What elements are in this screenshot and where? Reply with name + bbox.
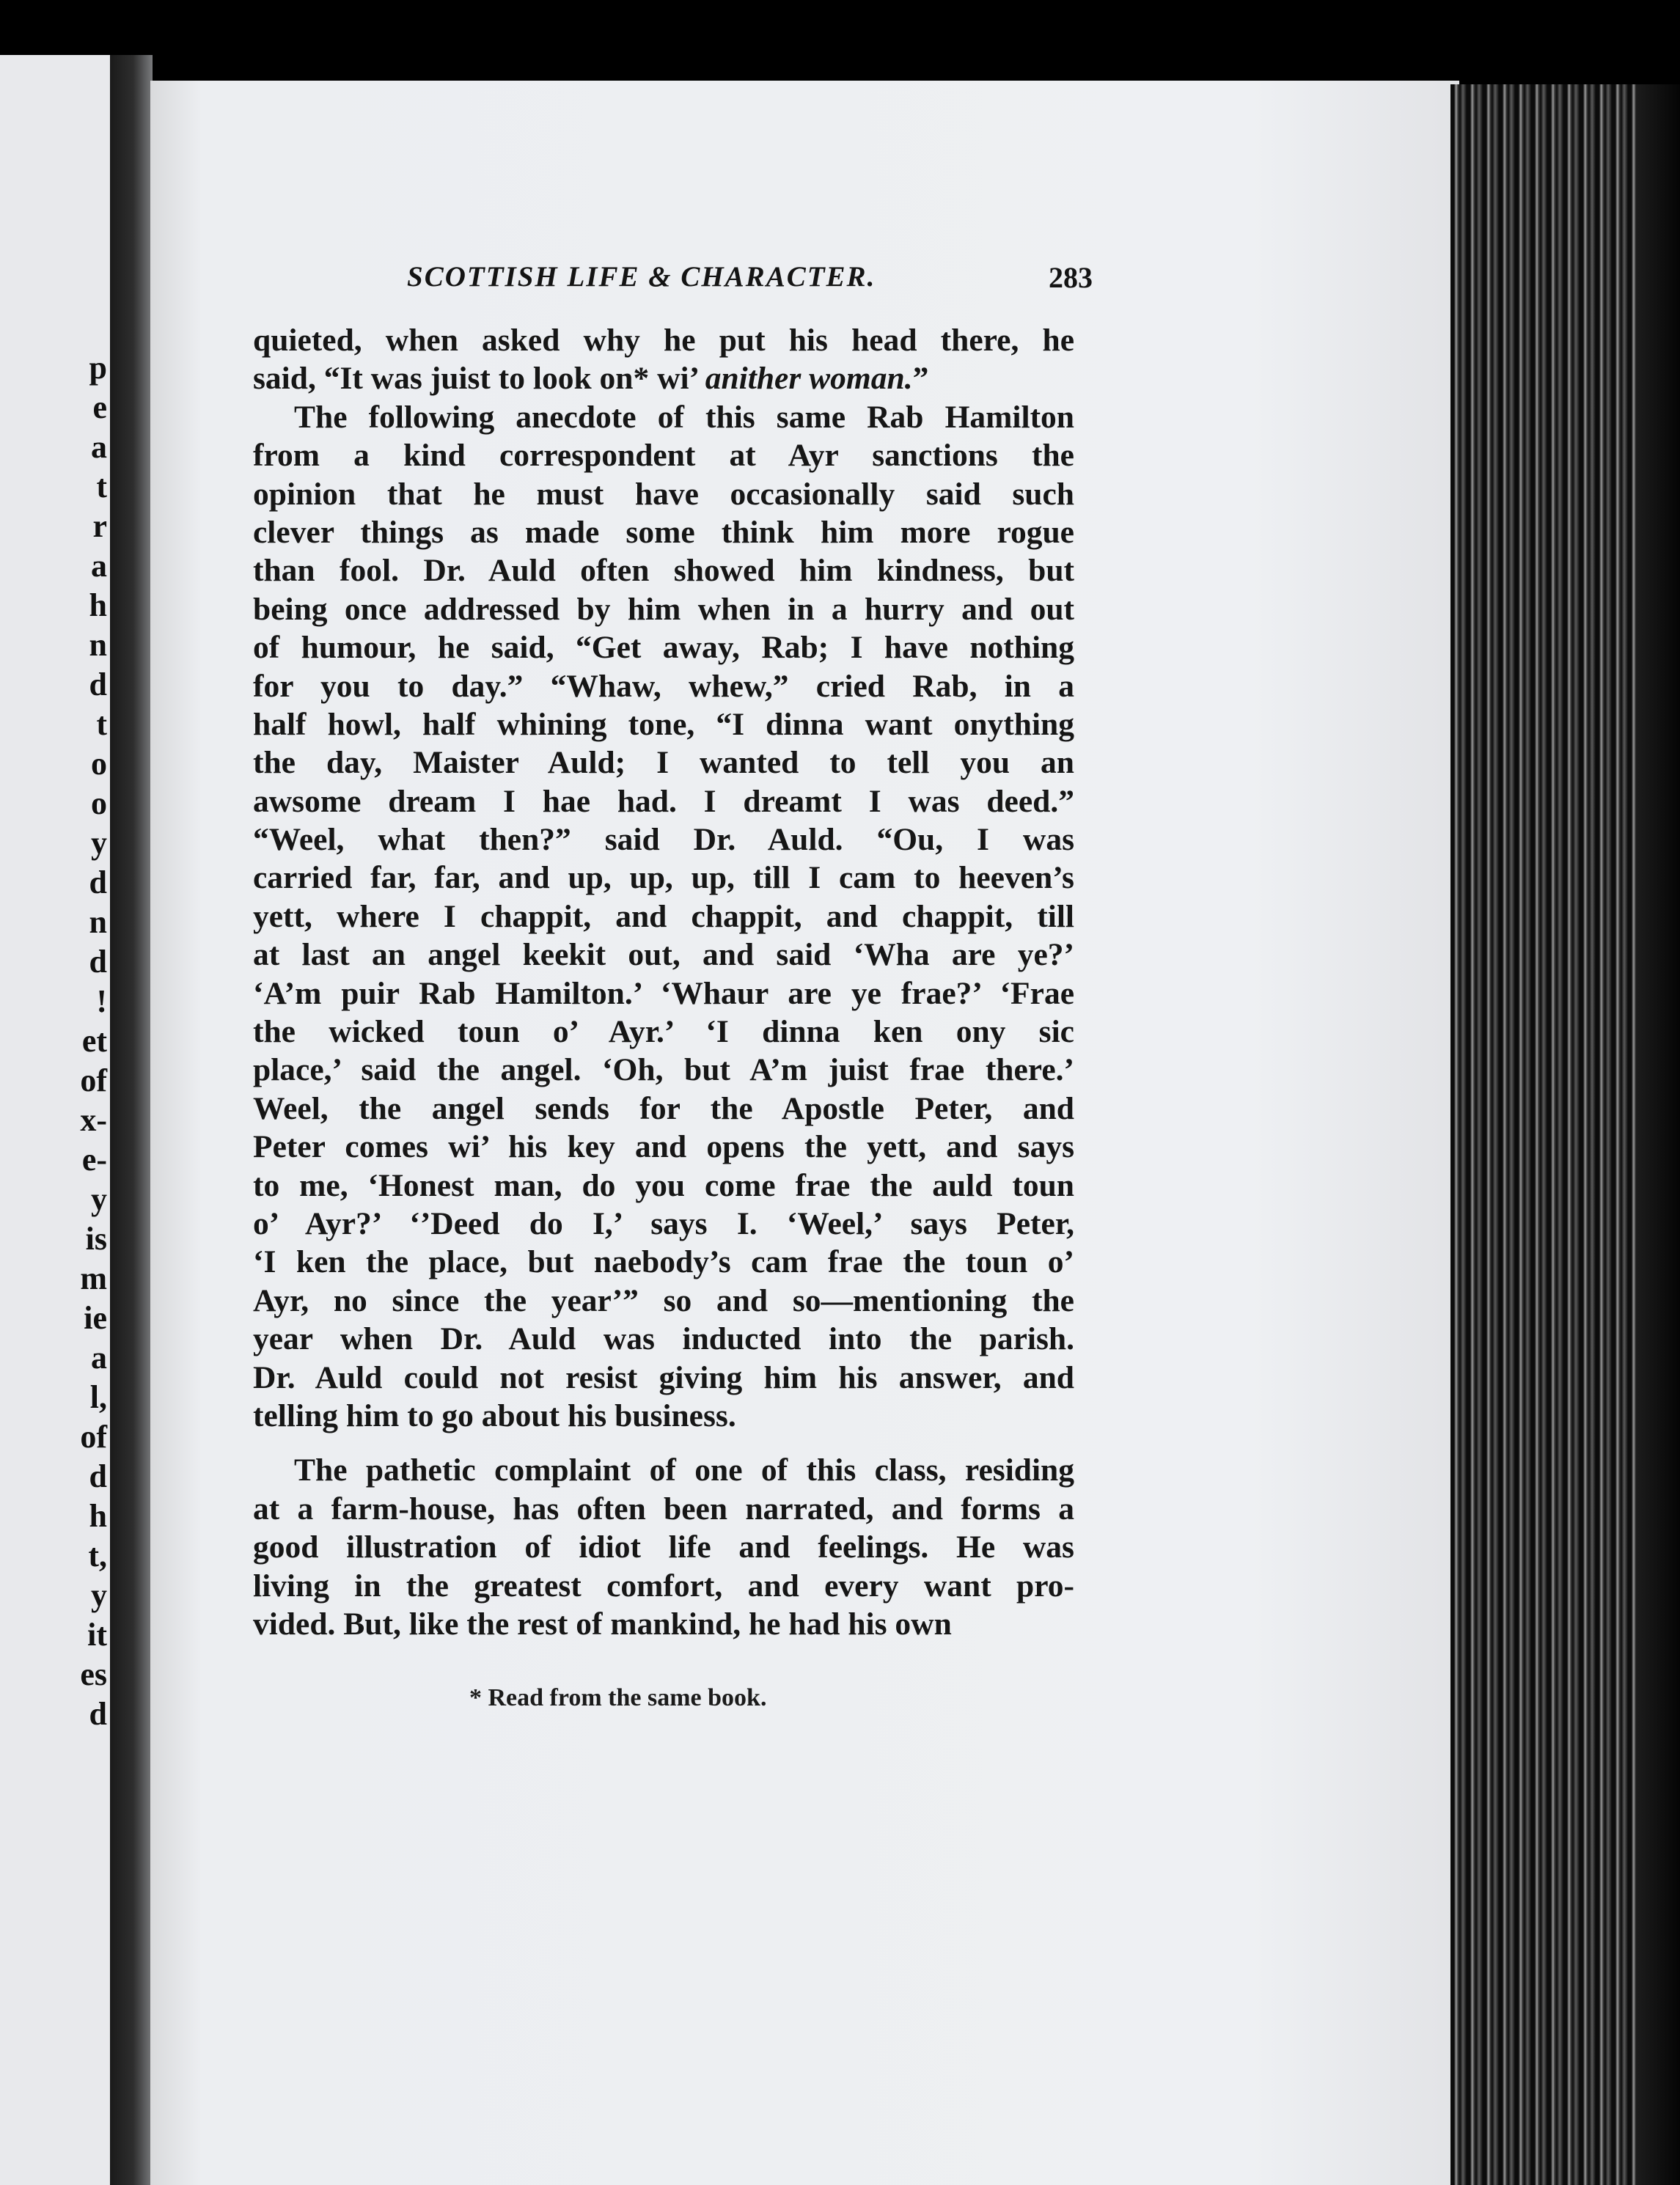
text-line: living in the greatest comfort, and every want pro- <box>253 1568 1074 1604</box>
facing-page-char: y <box>91 825 107 861</box>
facing-page-char: x- <box>80 1102 107 1138</box>
page-number: 283 <box>1049 261 1093 294</box>
text-line: to me, ‘Honest man, do you come frae the auld toun <box>253 1167 1074 1203</box>
running-header: SCOTTISH LIFE & CHARACTER. <box>407 261 876 293</box>
text-line: the wicked toun o’ Ayr.’ ‘I dinna ken ony sic <box>253 1014 1074 1050</box>
text-line: clever things as made some think him more rogue <box>253 514 1074 550</box>
facing-page-char: a <box>91 429 107 465</box>
text-line: The following anecdote of this same Rab Hamilton <box>294 399 1074 435</box>
facing-page-char: d <box>89 666 107 702</box>
page-edges <box>1450 84 1680 2185</box>
text-line: being once addressed by him when in a hurry and out <box>253 591 1074 627</box>
text-line: good illustration of idiot life and feelings. He was <box>253 1530 1074 1565</box>
text-line: opinion that he must have occasionally said such <box>253 476 1074 512</box>
facing-page-char: of <box>80 1419 107 1455</box>
facing-page-line-endings <box>78 348 107 1734</box>
facing-page-char: d <box>89 864 107 900</box>
text-line: year when Dr. Auld was inducted into the parish. <box>253 1321 1074 1357</box>
facing-page-char: t <box>96 706 107 742</box>
text-line: the day, Maister Auld; I wanted to tell you an <box>253 745 1074 781</box>
facing-page-char: t <box>96 469 107 504</box>
facing-page-char: d <box>89 944 107 980</box>
facing-page-char: h <box>89 1498 107 1534</box>
facing-page-char: r <box>92 508 107 544</box>
text-line: Peter comes wi’ his key and opens the yett, and says <box>253 1129 1074 1165</box>
facing-page-char: h <box>89 587 107 623</box>
book-cover-edge <box>1636 84 1680 2185</box>
text-line: carried far, far, and up, up, up, till I cam to heeven’s <box>253 860 1074 896</box>
text-line: telling him to go about his business. <box>253 1398 736 1433</box>
facing-page-char: ! <box>96 983 107 1019</box>
text-line: awsome dream I hae had. I dreamt I was deed.” <box>253 783 1074 819</box>
text-line: Ayr, no since the year’” so and so—mentioning the <box>253 1282 1074 1318</box>
facing-page-char: n <box>89 627 107 663</box>
text-line: yett, where I chappit, and chappit, and chappit, till <box>253 898 1074 934</box>
text-line: for you to day.” “Whaw, whew,” cried Rab, in a <box>253 668 1074 704</box>
facing-page-char: et <box>81 1023 107 1059</box>
footnote: * Read from the same book. <box>469 1684 767 1711</box>
facing-page-char: l, <box>89 1379 107 1415</box>
text-line: said, “It was juist to look on* wi’ anither woman.” <box>253 361 929 397</box>
facing-page-char: of <box>80 1062 107 1098</box>
facing-page-char: t, <box>88 1538 107 1573</box>
text-line: ‘I ken the place, but naebody’s cam frae the toun o’ <box>253 1244 1074 1280</box>
body-text <box>253 321 1074 1643</box>
text-line: ‘A’m puir Rab Hamilton.’ ‘Whaur are ye frae?’ ‘Frae <box>253 975 1074 1011</box>
facing-page-char: y <box>91 1181 107 1217</box>
facing-page-char: ie <box>84 1300 107 1336</box>
text-line: place,’ said the angel. ‘Oh, but A’m juist frae there.’ <box>253 1052 1074 1088</box>
facing-page-char: p <box>89 350 107 386</box>
facing-page-char: d <box>89 1696 107 1732</box>
facing-page-char: o <box>91 746 107 782</box>
facing-page-char: d <box>89 1458 107 1494</box>
facing-page-char: a <box>91 548 107 584</box>
facing-page-char: a <box>91 1340 107 1376</box>
text-line: half howl, half whining tone, “I dinna want onything <box>253 706 1074 742</box>
facing-page-char: is <box>85 1221 107 1257</box>
text-line: The pathetic complaint of one of this class, residing <box>294 1453 1074 1488</box>
text-line: than fool. Dr. Auld often showed him kindness, but <box>253 553 1074 589</box>
text-line: from a kind correspondent at Ayr sanctions the <box>253 438 1074 474</box>
facing-page-char: o <box>91 785 107 821</box>
paragraph-gap <box>253 1435 1074 1451</box>
facing-page-char: y <box>91 1577 107 1613</box>
text-line: at last an angel keekit out, and said ‘Wha are ye?’ <box>253 937 1074 973</box>
text-line: o’ Ayr?’ ‘’Deed do I,’ says I. ‘Weel,’ says Peter, <box>253 1205 1074 1241</box>
text-line: Weel, the angel sends for the Apostle Peter, and <box>253 1090 1074 1126</box>
text-line: Dr. Auld could not resist giving him his answer, and <box>253 1359 1074 1395</box>
facing-page-char: it <box>87 1617 107 1653</box>
text-line: vided. But, like the rest of mankind, he had his own <box>253 1606 952 1642</box>
text-line: “Weel, what then?” said Dr. Auld. “Ou, I was <box>253 822 1074 858</box>
text-line: of humour, he said, “Get away, Rab; I have nothing <box>253 630 1074 666</box>
facing-page-char: m <box>80 1260 107 1296</box>
facing-page-strip <box>0 55 111 2185</box>
gutter-shadow <box>110 55 153 2185</box>
facing-page-char: n <box>89 904 107 940</box>
italic-text: anither woman. <box>705 361 913 397</box>
facing-page-char: e <box>92 389 107 425</box>
facing-page-char: es <box>80 1656 107 1692</box>
text-line: quieted, when asked why he put his head there, he <box>253 323 1074 358</box>
facing-page-char: e- <box>81 1142 107 1178</box>
text-line: at a farm-house, has often been narrated, and forms a <box>253 1491 1074 1527</box>
